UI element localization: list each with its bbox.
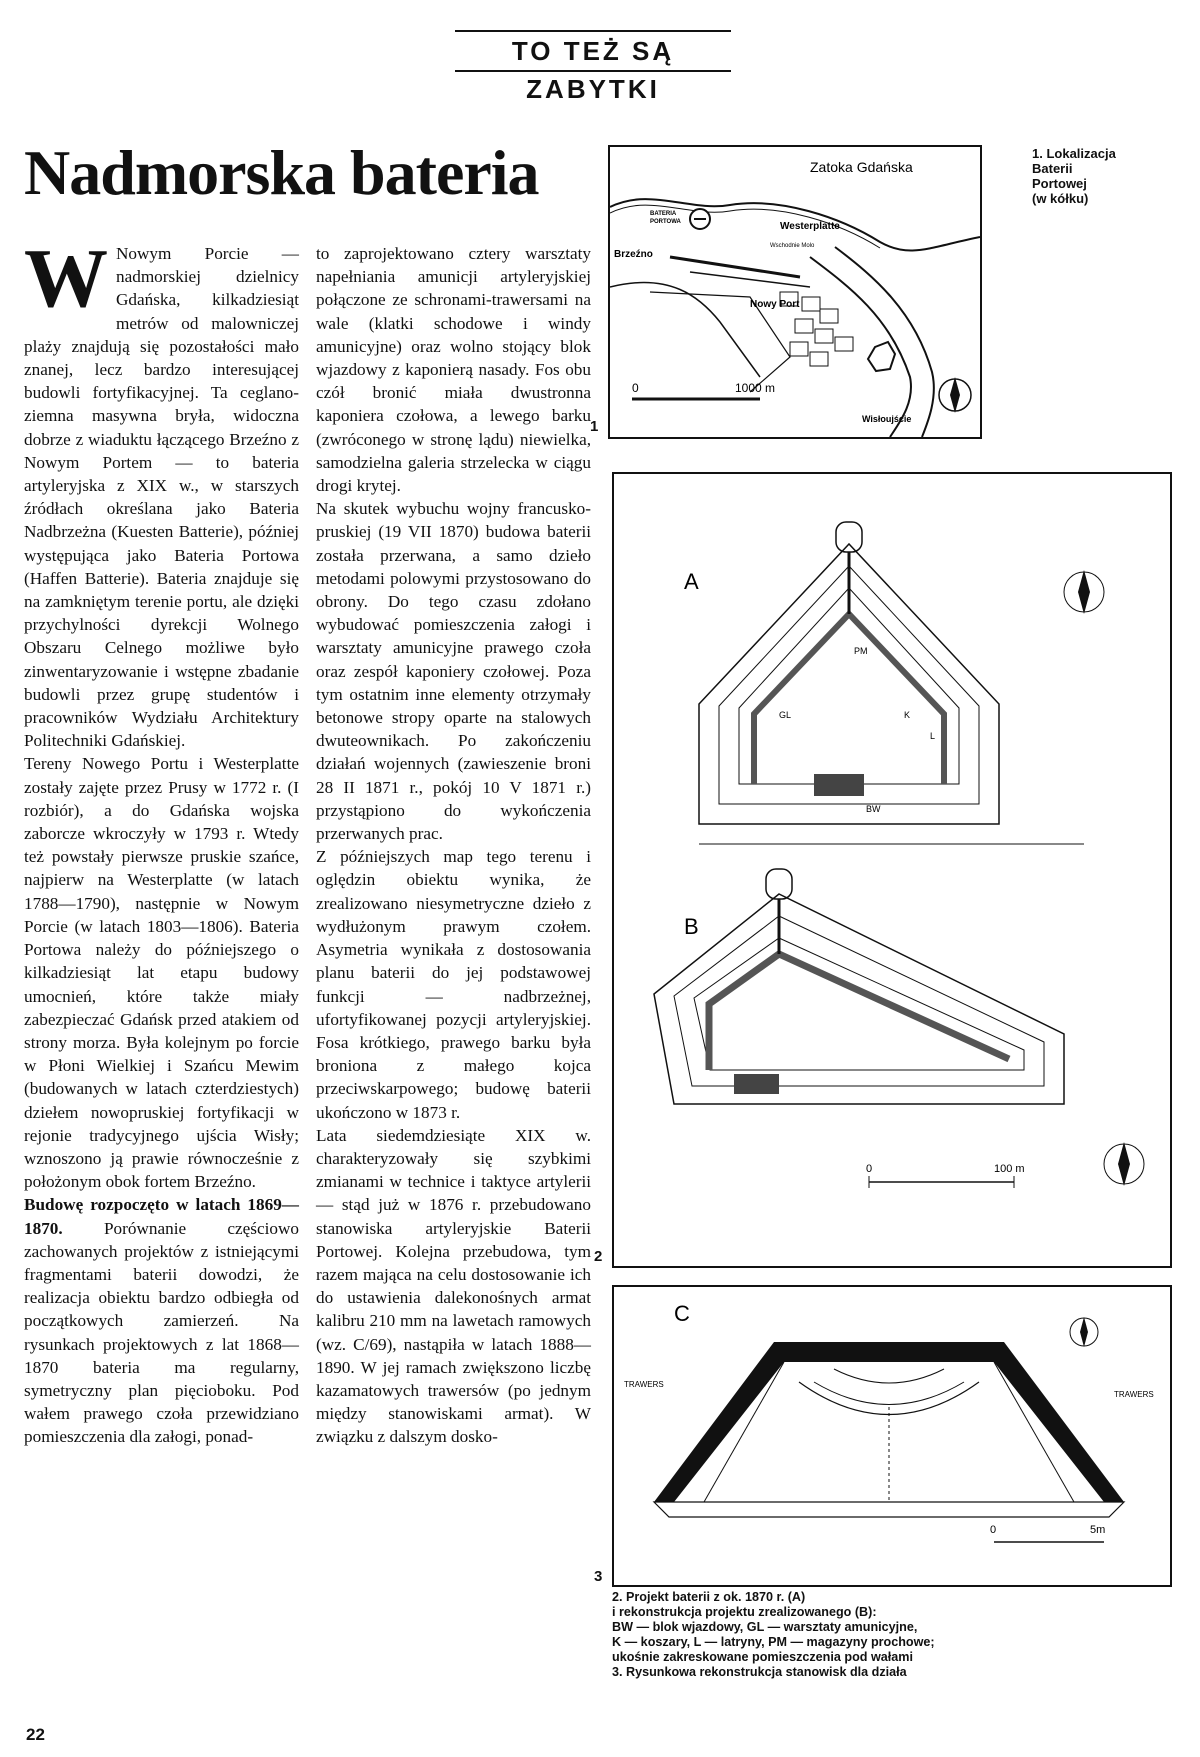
text-column-2 [316,242,591,1449]
lead-bold: Budowę rozpoczęto w latach 1869—1870. [24,1195,299,1238]
drop-cap: W [24,232,108,325]
article-title: Nadmorska bateria [24,137,539,208]
battery-plans [612,472,1172,1268]
paragraph: to zaprojektowano cztery warsztaty napełniania amunicji artyleryjskiej połączone ze schronami-trawersami na wale (klatki schodowe i windy amunicyjne) oraz wolno stojący blok wjazdowy z kaponierą nasady. Fos obu czół bronić miała dwustronna kaponiera czołowa, a lewego barku (zwróconego w stronę lądu) niewielka, samodzielna galeria strzelecka w ciągu drogi krytej. [316,244,591,496]
plan-scale-max: 100 m [994,1163,1025,1175]
map-drawing [610,147,980,437]
tag-k: K [904,710,911,720]
map-label-battery: PORTOWA [650,219,681,225]
caption-line: Baterii [1032,161,1073,176]
compass-rose-icon [1064,570,1104,614]
map-label-wisloujscie: Wisłoujście [862,414,912,424]
caption-line: i rekonstrukcja projektu zrealizowanego (B): [612,1605,877,1619]
paragraph: Nowym Porcie — nadmorskiej dzielnicy Gdańska, kilkadziesiąt metrów od malowniczej plaży znajdują się pozostałości mało znanej, lecz bardzo interesującej budowli fortyfikacyjnej. Ta ceglano-ziemna masywna bryła, widoczna dobrze z wiaduktu łączącego Brzeźno z Nowym Portem — to bateria artyleryjska z XIX w., w starszych źródłach określana jako Bateria Nadbrzeżna (Kuesten Batterie), później występująca jako Bateria Portowa (Haffen Batterie). Bateria znajduje się na zamkniętym terenie portu, ale dzięki przychylności dyrekcji Wolnego Obszaru Celnego możliwe było zinwentaryzowanie i wstępne zbadanie budowli przez grupę studentów i pracowników Wydziału Architektury Politechniki Gdańskiej. [24,244,299,751]
location-map [608,145,982,439]
plan-a [699,522,1084,844]
map-label-westerplatte: Westerplatte [780,221,840,232]
caption-line: K — koszary, L — latryny, PM — magazyny prochowe; [612,1635,935,1649]
trawers-left-label: TRAWERS [624,1380,664,1389]
map-label-battery: BATERIA [650,211,677,217]
tag-bw: BW [866,804,881,814]
compass-rose-icon [1070,1317,1098,1347]
emplacement-drawing [614,1287,1170,1585]
paragraph: Lata siedemdziesiąte XIX w. charakteryzowały się szybkimi zmianami w technice i taktyce artylerii — stąd już w 1876 r. przebudowano stanowiska artyleryjskie Baterii Portowej. Kolejna przebudowa, tym razem mająca na celu dostosowanie ich do ustawienia dalekonośnych armat kalibru 210 mm na lawetach ramowych (wz. C/69), nastąpiła w latach 1888—1890. W jej ramach zwiększono liczbę kazamatowych trawersów (po jednym między stanowiskami armat). W związku z dalszym dosko- [316,1125,591,1447]
caption-line: BW — blok wjazdowy, GL — warsztaty amunicyjne, [612,1620,918,1634]
map-caption [1032,146,1172,206]
figure-number: 1 [590,418,599,435]
plan-c-label: C [674,1301,690,1326]
caption-line: 2. Projekt baterii z ok. 1870 r. (A) [612,1590,806,1604]
plan-b-label: B [684,914,699,939]
emplacement-scale-zero: 0 [990,1524,997,1536]
figure-number: 3 [594,1568,603,1585]
emplacement-scale-max: 5m [1090,1524,1106,1536]
figure-number: 2 [594,1248,603,1265]
tag-l: L [930,731,936,741]
map-label-brzezno: Brzeźno [614,249,653,260]
tag-gl: GL [779,710,792,720]
tag-pm: PM [854,646,868,656]
caption-line: (w kółku) [1032,191,1089,206]
plan-b [654,869,1064,1104]
section-header: TO TEŻ SĄ ZABYTKI [455,30,731,72]
plan-a-label: A [684,569,699,594]
paragraph: Z późniejszych map tego terenu i oględzin obiektu wynika, że zrealizowano niesymetryczne dzieło z wydłużonym prawym czołem. Asymetria wynikała z dostosowania planu baterii do jej podstawowej funkcji — nadbrzeżnej, ufortyfikowanej pozycji artyleryjskiej. Fosa krótkiego, prawego barku była broniona z małego kojca przeciwskarpowego; budowę baterii ukończono w 1873 r. [316,847,591,1122]
paragraph: Tereny Nowego Portu i Westerplatte zostały zajęte przez Prusy w 1772 r. (I rozbiór), a do Gdańska wojska zaborcze wkroczyły w 1793 r. Wtedy też powstały pierwsze pruskie szańce, najpierw na Westerplatte (w latach 1788—1790), następnie w Nowym Porcie (w latach 1803—1806). Bateria Portowa należy do późniejszego o kilkadziesiąt lat etapu budowy umocnień, które także miały zabezpieczać Gdańsk przed atakiem od strony morza. Była kolejnym po forcie w Płoni Wielkiej i Szańcu Mewim (budowanych w latach czterdziestych) dziełem nowopruskiej fortyfikacji w rejonie tradycyjnego ujścia Wisły; wznoszono ją prawie równocześnie z położonym obok fortem Brzeźno. [24,754,299,1192]
trawers-right-label: TRAWERS [1114,1390,1154,1399]
plan-scale-zero: 0 [866,1163,873,1175]
plans-drawing [614,474,1170,1266]
caption-line: 3. Rysunkowa rekonstrukcja stanowisk dla działa [612,1665,907,1679]
plans-caption [612,1590,1172,1680]
caption-line: 1. Lokalizacja [1032,146,1116,161]
gun-emplacement-drawing [612,1285,1172,1587]
map-scale-max: 1000 m [735,381,776,395]
map-label-pier: Wschodnie Molo [770,243,815,249]
map-label-bay: Zatoka Gdańska [810,159,913,175]
map-label-nowy-port: Nowy Port [750,299,800,310]
paragraph-text: Porównanie częściowo zachowanych projektów z istniejącymi fragmentami baterii dowodzi, że realizacja obiektu bardzo odbiegła od początkowych zamierzeń. Na rysunkach projektowych z lat 1868—1870 bateria ma regularny, symetryczny plan pięcioboku. Pod wałem prawego czoła przewidziano pomieszczenia dla załogi, ponad- [24,1218,300,1447]
text-column-1 [24,232,300,1449]
compass-rose-icon [1104,1142,1144,1186]
fort-wisloujscie-icon [868,342,895,371]
paragraph [24,1193,299,1448]
page-number: 22 [26,1725,45,1744]
paragraph: Na skutek wybuchu wojny francusko-pruskiej (19 VII 1870) budowa baterii została przerwana, a samo dzieło metodami polowymi przystosowano do obrony. Do tego czasu zdołano wybudować pomieszczenia załogi i warsztaty amunicyjne prawego czoła oraz zespół kaponiery czołowej. Poza tym ostatnim inne elementy otrzymały betonowe stropy oparte na stalowych dwuteownikach. Po zakończeniu działań wojennych (zawieszenie broni 28 II 1871 r., pokój 10 V 1871 r.) przystąpiono do wykończenia przerwanych prac. [316,499,591,844]
map-scale-zero: 0 [632,381,639,395]
caption-line: Portowej [1032,176,1087,191]
compass-rose-icon [939,377,971,413]
caption-line: ukośnie zakreskowane pomieszczenia pod wałami [612,1650,913,1664]
